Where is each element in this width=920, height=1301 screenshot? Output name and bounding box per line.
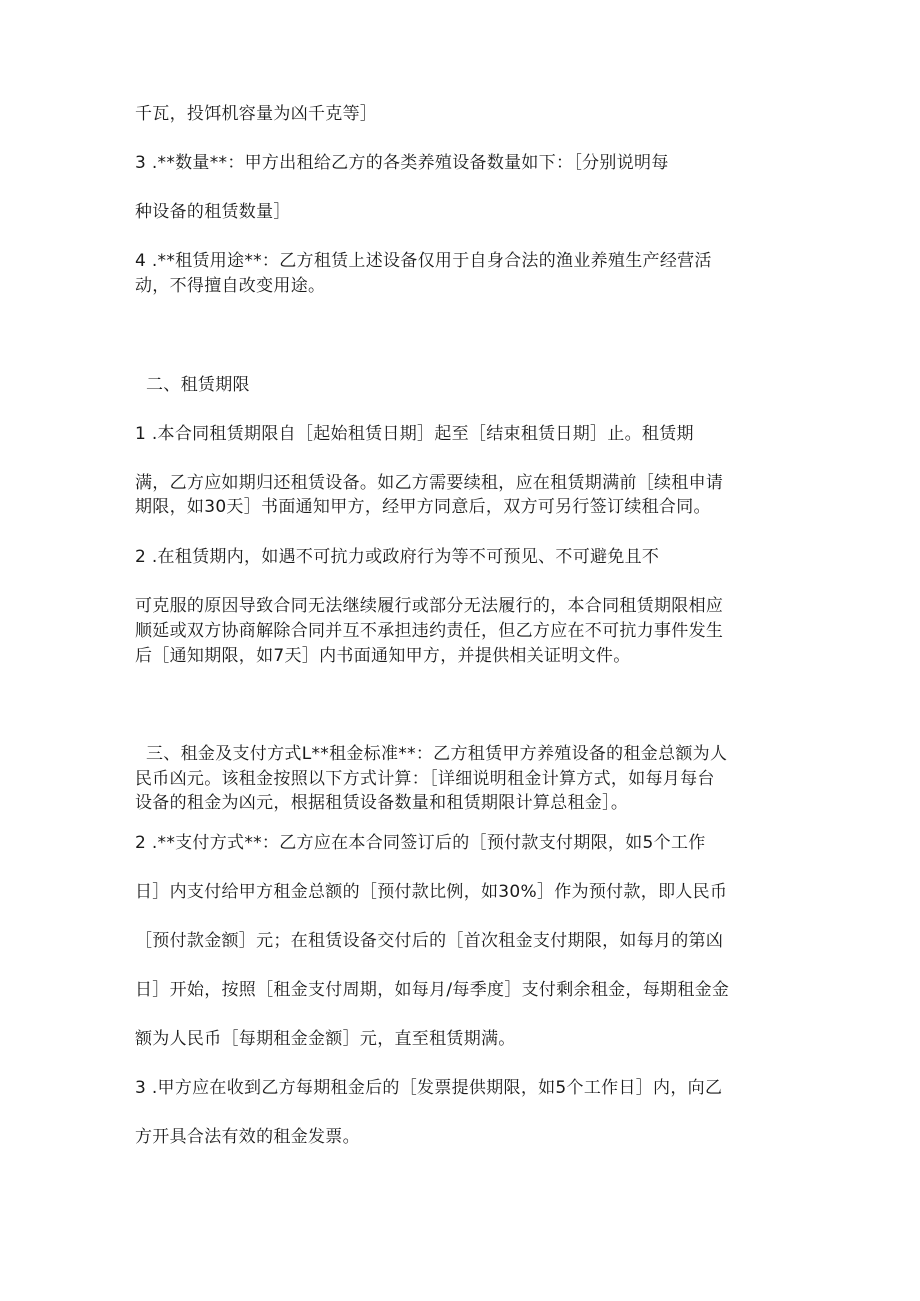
text-line: 种设备的租赁数量］	[135, 202, 291, 222]
text-line: 4 .**租赁用途**：乙方租赁上述设备仅用于自身合法的渔业养殖生产经营活	[135, 251, 712, 271]
section-heading: 二、租赁期限	[146, 375, 250, 395]
text-line: 3 .**数量**：甲方出租给乙方的各类养殖设备数量如下：［分别说明每	[135, 153, 669, 173]
text-line: 2 .**支付方式**：乙方应在本合同签订后的［预付款支付期限，如5个工作	[135, 833, 706, 853]
text-line: 千瓦，投饵机容量为凶千克等］	[135, 104, 378, 124]
text-line: 1 .本合同租赁期限自［起始租赁日期］起至［结束租赁日期］止。租赁期	[135, 424, 694, 444]
text-line: 方开具合法有效的租金发票。	[135, 1127, 360, 1147]
text-line: 民币凶元。该租金按照以下方式计算：［详细说明租金计算方式，如每月每台	[135, 769, 715, 789]
text-line: 顺延或双方协商解除合同并互不承担违约责任，但乙方应在不可抗力事件发生	[135, 621, 724, 641]
text-line: 期限，如30天］书面通知甲方，经甲方同意后，双方可另行签订续租合同。	[135, 497, 711, 517]
text-line: 设备的租金为凶元，根据租赁设备数量和租赁期限计算总租金］。	[135, 793, 629, 813]
text-line: 后［通知期限，如7天］内书面通知甲方，并提供相关证明文件。	[135, 646, 631, 666]
section-heading: 三、租金及支付方式L**租金标准**：乙方租赁甲方养殖设备的租金总额为人	[146, 744, 728, 764]
text-line: 可克服的原因导致合同无法继续履行或部分无法履行的，本合同租赁期限相应	[135, 596, 724, 616]
text-line: 2 .在租赁期内，如遇不可抗力或政府行为等不可预见、不可避免且不	[135, 547, 660, 567]
text-line: ［预付款金额］元；在租赁设备交付后的［首次租金支付期限，如每月的第凶	[135, 931, 724, 951]
text-line: 日］内支付给甲方租金总额的［预付款比例，如30%］作为预付款，即人民币	[135, 882, 728, 902]
text-line: 满，乙方应如期归还租赁设备。如乙方需要续租，应在租赁期满前［续租申请	[135, 473, 724, 493]
text-line: 动，不得擅自改变用途。	[135, 276, 326, 296]
text-line: 日］开始，按照［租金支付周期，如每月/每季度］支付剩余租金，每期租金金	[135, 980, 730, 1000]
text-line: 额为人民币［每期租金金额］元，直至租赁期满。	[135, 1029, 516, 1049]
text-line: 3 .甲方应在收到乙方每期租金后的［发票提供期限，如5个工作日］内，向乙	[135, 1078, 723, 1098]
